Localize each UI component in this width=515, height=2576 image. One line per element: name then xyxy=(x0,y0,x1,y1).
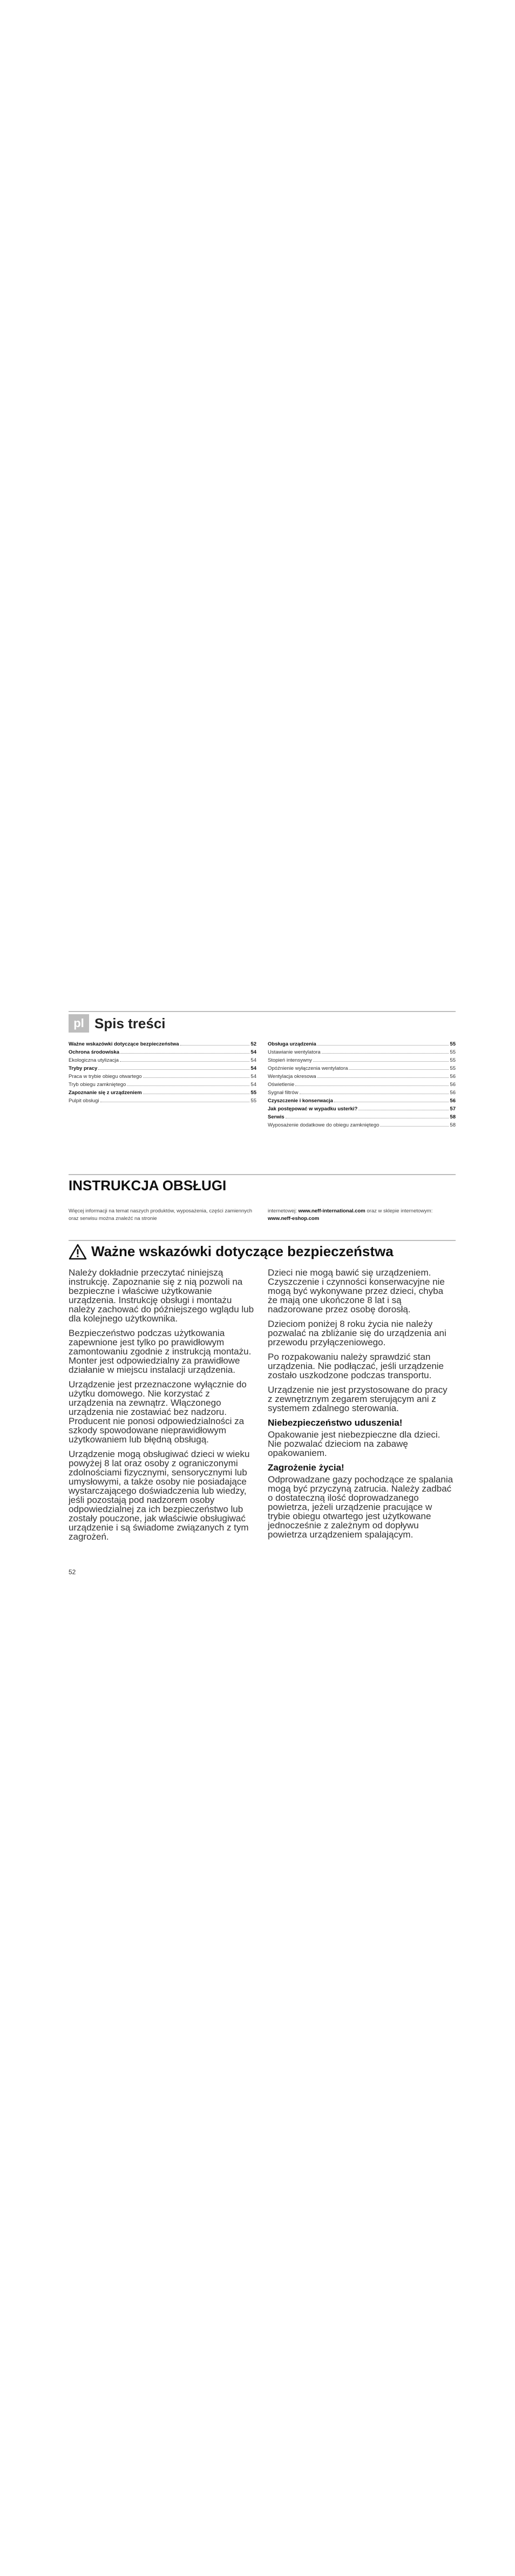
toc-entry-title: Zapoznanie się z urządzeniem xyxy=(69,1090,142,1096)
safety-paragraph: Urządzenie nie jest przystosowane do pracy z zewnętrznym zegarem sterującym ani z systemem zdalnego sterowania. xyxy=(268,1385,448,1413)
toc-entry-title: Oświetlenie xyxy=(268,1082,295,1088)
safety-title-text: Ważne wskazówki dotyczące bezpieczeństwa xyxy=(91,1243,394,1259)
toc-entry-title: Ekologiczna utylizacja xyxy=(69,1057,119,1063)
manual-heading: INSTRUKCJA OBSŁUGI xyxy=(69,1177,227,1193)
toc-entry[interactable] xyxy=(268,1089,456,1097)
toc-dot-leader xyxy=(127,1085,249,1086)
toc-entry[interactable] xyxy=(268,1121,456,1129)
toc-entry-page: 56 xyxy=(450,1090,456,1096)
info-text-right xyxy=(268,1208,454,1223)
toc-entry-page: 58 xyxy=(450,1122,456,1128)
toc-dot-leader xyxy=(349,1069,449,1070)
toc-entry-title: Sygnał filtrów xyxy=(268,1090,299,1096)
toc-left-column xyxy=(69,1040,256,1105)
toc-entry-page: 55 xyxy=(450,1049,456,1055)
toc-entry-page: 55 xyxy=(250,1090,256,1096)
toc-entry-title: Praca w trybie obiegu otwartego xyxy=(69,1074,142,1080)
info-right-mid: oraz w sklepie internetowym: xyxy=(365,1208,433,1214)
safety-paragraph: Urządzenie jest przeznaczone wyłącznie do użytku domowego. Nie korzystać z urządzenia na zewnątrz. Włączonego urządzenia nie zostawiać bez nadzoru. Producent nie ponosi odpowiedzialności za szkody spowodowane nieprawidłowym użytkowaniem lub błędną obsługą. xyxy=(69,1379,247,1445)
safety-paragraph: Należy dokładnie przeczytać niniejszą instrukcję. Zapoznanie się z nią pozwoli na bezpieczne i właściwe użytkowanie urządzenia. Instrukcję obsługi i montażu należy zachować do późniejszego wglądu lub dla kolejnego użytkownika. xyxy=(69,1267,254,1324)
toc-dot-leader xyxy=(317,1077,449,1078)
toc-entry-page: 56 xyxy=(450,1074,456,1080)
toc-entry-title: Serwis xyxy=(268,1114,284,1120)
toc-entry[interactable] xyxy=(268,1056,456,1064)
toc-entry[interactable] xyxy=(69,1081,256,1089)
toc-entry[interactable] xyxy=(268,1040,456,1048)
toc-dot-leader xyxy=(98,1069,249,1070)
toc-entry-page: 56 xyxy=(450,1082,456,1088)
toc-entry-title: Pulpit obsługi xyxy=(69,1098,99,1104)
toc-heading: Spis treści xyxy=(94,1015,166,1031)
toc-entry-page: 55 xyxy=(450,1066,456,1071)
toc-dot-leader xyxy=(120,1053,249,1054)
toc-dot-leader xyxy=(143,1077,250,1078)
toc-entry[interactable] xyxy=(69,1089,256,1097)
toc-entry-page: 56 xyxy=(450,1098,456,1104)
toc-entry[interactable] xyxy=(268,1073,456,1081)
toc-dot-leader xyxy=(180,1045,250,1046)
toc-entry[interactable] xyxy=(69,1048,256,1056)
toc-entry[interactable] xyxy=(69,1064,256,1073)
toc-dot-leader xyxy=(322,1053,449,1054)
toc-entry-page: 54 xyxy=(250,1082,256,1088)
safety-paragraph: Bezpieczeństwo podczas użytkowania zapewnione jest tylko po prawidłowym zamontowaniu zgodnie z instrukcją montażu. Monter jest odpowiedzialny za prawidłowe działanie w miejscu instalacji urządzenia. xyxy=(69,1328,252,1375)
toc-entry[interactable] xyxy=(268,1097,456,1105)
info-left-text: Więcej informacji na temat naszych produktów, wyposażenia, części zamiennych oraz serwisu można znaleźć na stronie xyxy=(69,1208,253,1222)
toc-title xyxy=(69,1014,166,1033)
safety-top-rule xyxy=(69,1240,456,1241)
toc-entry-page: 55 xyxy=(450,1041,456,1047)
toc-entry[interactable] xyxy=(268,1048,456,1056)
toc-entry[interactable] xyxy=(69,1056,256,1064)
toc-entry-page: 54 xyxy=(250,1066,256,1071)
safety-paragraph: Po rozpakowaniu należy sprawdzić stan urządzenia. Nie podłączać, jeśli urządzenie zostało uszkodzone podczas transportu. xyxy=(268,1352,444,1380)
toc-entry[interactable] xyxy=(268,1113,456,1121)
toc-entry-page: 52 xyxy=(250,1041,256,1047)
toc-entry-title: Ochrona środowiska xyxy=(69,1049,119,1055)
safety-right-column xyxy=(268,1268,454,1545)
toc-entry-title: Ustawianie wentylatora xyxy=(268,1049,321,1055)
toc-entry-page: 55 xyxy=(250,1098,256,1104)
safety-paragraph: Urządzenie mogą obsługiwać dzieci w wieku powyżej 8 lat oraz osoby z ograniczonymi zdolnościami fizycznymi, sensorycznymi lub umysłowymi, a także osoby nie posiadające wystarczającego doświadczenia lub wiedzy, jeśli pozostają pod nadzorem osoby odpowiedzialnej za ich bezpieczeństwo lub zostały pouczone, jak właściwie obsługiwać urządzenie i są świadome związanych z tym zagrożeń. xyxy=(69,1449,250,1542)
toc-entry-title: Obsługa urządzenia xyxy=(268,1041,316,1047)
toc-entry[interactable] xyxy=(69,1097,256,1105)
toc-entry-page: 57 xyxy=(450,1106,456,1112)
toc-entry-title: Tryb obiegu zamkniętego xyxy=(69,1082,126,1088)
toc-entry-page: 54 xyxy=(250,1049,256,1055)
toc-top-rule xyxy=(69,1011,456,1012)
toc-entry-title: Tryby pracy xyxy=(69,1066,98,1071)
link-neff-international[interactable]: www.neff-international.com xyxy=(298,1208,365,1214)
toc-entry-page: 54 xyxy=(250,1074,256,1080)
suffocation-heading: Niebezpieczeństwo uduszenia! xyxy=(268,1418,403,1428)
toc-entry[interactable] xyxy=(268,1105,456,1113)
toc-entry-title: Ważne wskazówki dotyczące bezpieczeństwa xyxy=(69,1041,179,1047)
toc-entry-page: 55 xyxy=(450,1057,456,1063)
toc-entry-title: Wyposażenie dodatkowe do obiegu zamkniętego xyxy=(268,1122,380,1128)
safety-title xyxy=(69,1243,394,1260)
toc-dot-leader xyxy=(317,1045,449,1046)
page-number: 52 xyxy=(69,1568,76,1576)
toc-right-column xyxy=(268,1040,456,1129)
toc-dot-leader xyxy=(380,1126,449,1127)
toc-entry-title: Wentylacja okresowa xyxy=(268,1074,316,1080)
toc-dot-leader xyxy=(120,1061,249,1062)
toc-entry-title: Jak postępować w wypadku usterki? xyxy=(268,1106,358,1112)
toc-entry[interactable] xyxy=(69,1073,256,1081)
safety-left-column xyxy=(69,1268,255,1547)
toc-entry-page: 54 xyxy=(250,1057,256,1063)
safety-paragraph: Dzieci nie mogą bawić się urządzeniem. Czyszczenie i czynności konserwacyjne nie mogą być wykonywane przez dzieci, chyba że mają one ukończone 8 lat i są nadzorowane przez osobę dorosłą. xyxy=(268,1267,445,1314)
toc-entry[interactable] xyxy=(268,1081,456,1089)
toc-entry[interactable] xyxy=(268,1064,456,1073)
toc-entry-page: 58 xyxy=(450,1114,456,1120)
toc-entry[interactable] xyxy=(69,1040,256,1048)
info-right-pre: internetowej: xyxy=(268,1208,299,1214)
life-danger-heading: Zagrożenie życia! xyxy=(268,1462,344,1473)
language-badge: pl xyxy=(69,1014,89,1033)
toc-dot-leader xyxy=(313,1061,449,1062)
manual-top-rule xyxy=(69,1174,456,1175)
suffocation-paragraph: Opakowanie jest niebezpieczne dla dzieci. Nie pozwalać dzieciom na zabawę opakowaniem. xyxy=(268,1429,441,1458)
life-danger-paragraph: Odprowadzane gazy pochodzące ze spalania mogą być przyczyną zatrucia. Należy zadbać o dostateczną ilość doprowadzanego powietrza, jeżeli urządzenie pracujące w trybie obiegu otwartego jest użytkowane jednocześnie z zależnym od dopływu powietrza urządzeniem spalającym. xyxy=(268,1474,453,1540)
info-text-left xyxy=(69,1208,255,1223)
toc-entry-title: Stopień intensywny xyxy=(268,1057,312,1063)
safety-paragraph: Dzieciom poniżej 8 roku życia nie należy pozwalać na zbliżanie się do urządzenia ani przewodu przyłączeniowego. xyxy=(268,1319,446,1347)
toc-entry-title: Opóźnienie wyłączenia wentylatora xyxy=(268,1066,348,1071)
link-neff-eshop[interactable]: www.neff-eshop.com xyxy=(268,1216,320,1222)
warning-triangle-icon xyxy=(69,1244,87,1260)
toc-dot-leader xyxy=(295,1085,449,1086)
toc-entry-title: Czyszczenie i konserwacja xyxy=(268,1098,333,1104)
